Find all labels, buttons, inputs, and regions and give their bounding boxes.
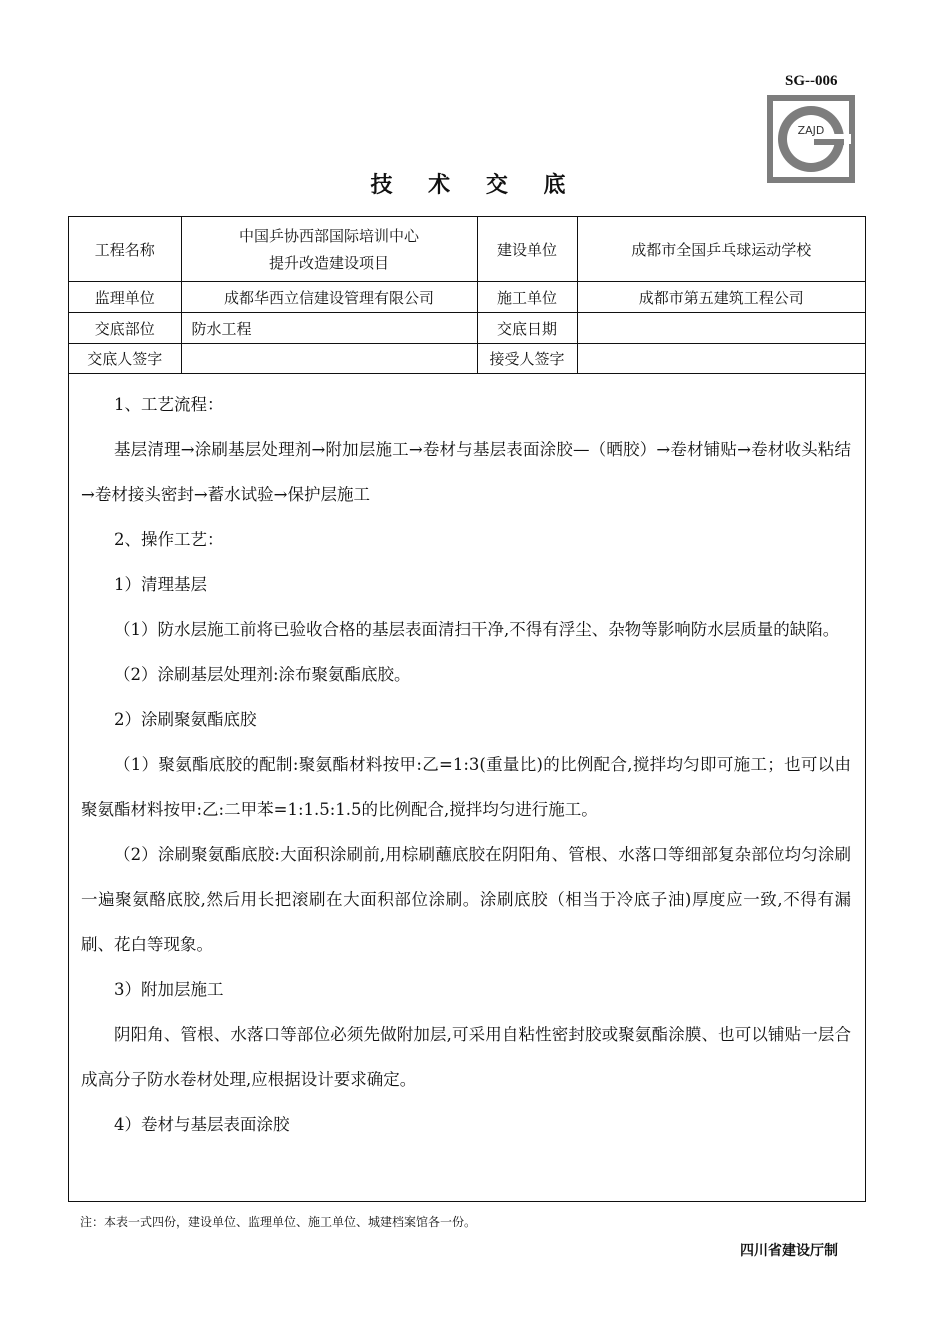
svg-text:ZAJD: ZAJD <box>797 124 825 137</box>
part-label: 交底部位 <box>69 313 181 344</box>
receiver-sign-label: 接受人签字 <box>477 344 577 374</box>
discloser-sign-label: 交底人签字 <box>69 344 181 374</box>
client-value: 成都市全国乒乓球运动学校 <box>577 217 865 282</box>
disclosure-content <box>69 374 865 1147</box>
disclosure-form <box>68 216 866 1202</box>
header-table <box>69 217 865 374</box>
contractor-value: 成都市第五建筑工程公司 <box>577 282 865 313</box>
discloser-sign-value <box>181 344 477 374</box>
subsection-heading: 1）清理基层 <box>114 575 207 594</box>
client-label: 建设单位 <box>477 217 577 282</box>
receiver-sign-value <box>577 344 865 374</box>
form-code: SG--006 <box>785 73 838 89</box>
date-value <box>577 313 865 344</box>
supervisor-label: 监理单位 <box>69 282 181 313</box>
paragraph: （2）涂刷聚氨酯底胶:大面积涂刷前,用棕刷蘸底胶在阴阳角、管根、水落口等细部复杂部位均匀涂刷一遍聚氨酪底胶,然后用长把滚刷在大面积部位涂刷。涂刷底胶（相当于冷底子油)厚度应一致,不得有漏刷、花白等现象。 <box>81 845 851 954</box>
subsection-heading: 2）涂刷聚氨酯底胶 <box>114 710 257 729</box>
section-heading: 2、操作工艺： <box>114 530 224 549</box>
project-name-line2: 提升改造建设项目 <box>268 254 389 272</box>
section-heading: 1、工艺流程： <box>114 395 224 414</box>
subsection-heading: 3）附加层施工 <box>114 980 224 999</box>
project-name-line1: 中国乒协西部国际培训中心 <box>238 227 419 245</box>
contractor-label: 施工单位 <box>477 282 577 313</box>
footnote: 注：本表一式四份，建设单位、监理单位、施工单位、城建档案馆各一份。 <box>80 1215 477 1229</box>
project-name-label: 工程名称 <box>69 217 181 282</box>
paragraph: 阴阳角、管根、水落口等部位必须先做附加层,可采用自粘性密封胶或聚氨酯涂膜、也可以铺贴一层合成高分子防水卷材处理,应根据设计要求确定。 <box>81 1025 851 1089</box>
part-value: 防水工程 <box>181 313 477 344</box>
paragraph: （2）涂刷基层处理剂:涂布聚氨酯底胶。 <box>114 665 411 684</box>
process-flow: 基层清理→涂刷基层处理剂→附加层施工→卷材与基层表面涂胶—（晒胶）→卷材铺贴→卷材收头粘结→卷材接头密封→蓄水试验→保护层施工 <box>81 440 851 504</box>
supervisor-value: 成都华西立信建设管理有限公司 <box>181 282 477 313</box>
document-title: 技 术 交 底 <box>370 172 580 198</box>
date-label: 交底日期 <box>477 313 577 344</box>
issuer: 四川省建设厅制 <box>740 1243 838 1259</box>
subsection-heading: 4）卷材与基层表面涂胶 <box>114 1115 290 1134</box>
paragraph: （1）聚氨酯底胶的配制:聚氨酯材料按甲:乙=1:3(重量比)的比例配合,搅拌均匀即可施工；也可以由聚氨酯材料按甲:乙:二甲苯=1:1.5:1.5的比例配合,搅拌均匀进行施工。 <box>81 755 851 819</box>
project-name-value <box>181 217 477 282</box>
paragraph: （1）防水层施工前将已验收合格的基层表面清扫干净,不得有浮尘、杂物等影响防水层质量的缺陷。 <box>114 620 840 639</box>
